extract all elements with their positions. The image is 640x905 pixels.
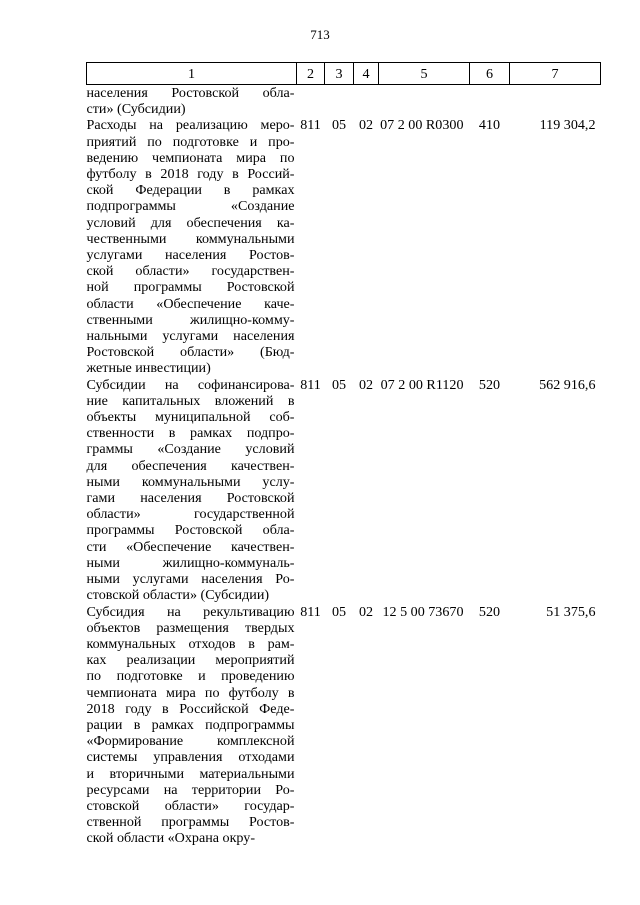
description-line: области» государственной: [86, 506, 295, 523]
expense-type-code: 520: [478, 603, 501, 620]
row-description: [87, 604, 297, 847]
expense-type-code: 410: [478, 117, 501, 134]
description-line: Ростовской области» (Бюд-: [86, 344, 295, 361]
section-code: 05: [331, 376, 347, 393]
section-code: [325, 85, 354, 118]
description-line: области «Обеспечение каче-: [86, 295, 295, 312]
column-header-1: 1: [87, 63, 297, 85]
description-line: условий для обеспечения ка-: [86, 214, 295, 231]
expense-type-code: 520: [478, 376, 501, 393]
target-article-code: [379, 85, 470, 118]
description-line: сти «Обеспечение качествен-: [86, 538, 295, 555]
column-header-4: 4: [354, 63, 379, 85]
amount-value: [510, 85, 601, 118]
description-line: стовской области» государ-: [86, 797, 295, 814]
description-line: ными жилищно-коммуналь-: [86, 554, 295, 571]
target-article-code: 12 5 00 73670: [382, 603, 464, 620]
description-line: коммунальных отходов в рам-: [86, 635, 295, 652]
column-number-header-row: [87, 63, 601, 85]
column-header-5: 5: [379, 63, 470, 85]
description-line: ными коммунальными услу-: [86, 473, 295, 490]
amount-value: 119 304,2: [539, 117, 596, 134]
description-line: приятий по подготовке и про-: [86, 133, 295, 150]
column-header-2: 2: [297, 63, 325, 85]
description-line: ведению чемпионата мира по: [86, 149, 295, 166]
description-line: рации в рамках подпрограммы: [86, 716, 295, 733]
subsection-code: 02: [358, 603, 374, 620]
row-description: [87, 85, 297, 118]
ministry-code: 811: [300, 117, 321, 134]
description-line: ственными жилищно-комму-: [86, 311, 295, 328]
description-line: услугами населения Ростов-: [86, 247, 295, 264]
description-line: ными услугами населения Ро-: [86, 571, 295, 588]
description-line: объектов размещения твердых: [86, 619, 295, 636]
table-row: [87, 604, 601, 847]
row-description: [87, 117, 297, 376]
description-line: для обеспечения качествен-: [86, 457, 295, 474]
description-line: программы Ростовской обла-: [86, 522, 295, 539]
ministry-code: [297, 85, 325, 118]
description-line: ской Федерации в рамках: [86, 182, 295, 199]
description-line: стовской области» (Субсидии): [86, 587, 270, 604]
description-line: и вторичными материальными: [86, 765, 295, 782]
description-line: подпрограммы «Создание: [86, 198, 295, 215]
ministry-code: 811: [300, 603, 321, 620]
description-line: ственной программы Ростов-: [86, 814, 295, 831]
description-line: «Формирование комплексной: [86, 733, 295, 750]
description-line: системы управления отходами: [86, 749, 295, 766]
description-line: ской области» государствен-: [86, 263, 295, 280]
subsection-code: 02: [358, 117, 374, 134]
subsection-code: [354, 85, 379, 118]
description-line: ние капитальных вложений в: [86, 392, 295, 409]
description-line: футболу в 2018 году в Россий-: [86, 166, 295, 183]
description-line: сти» (Субсидии): [86, 101, 186, 118]
page-number: 713: [310, 27, 330, 42]
target-article-code: 07 2 00 R0300: [380, 117, 464, 134]
table-body: [87, 85, 601, 847]
table-row: [87, 85, 601, 118]
expense-type-code: [470, 85, 510, 118]
description-line: гами населения Ростовской: [86, 490, 295, 507]
ministry-code: 811: [300, 376, 321, 393]
column-header-6: 6: [470, 63, 510, 85]
section-code: 05: [331, 603, 347, 620]
description-line: Субсидия на рекультивацию: [86, 603, 295, 620]
description-line: ной программы Ростовской: [86, 279, 295, 296]
description-line: по подготовке и проведению: [86, 668, 295, 685]
table-row: [87, 377, 601, 604]
description-line: жетные инвестиции): [86, 360, 211, 377]
table-row: [87, 117, 601, 376]
amount-value: 562 916,6: [539, 376, 596, 393]
description-line: Расходы на реализацию меро-: [86, 117, 295, 134]
description-line: ской области «Охрана окру-: [86, 830, 256, 847]
description-line: Субсидии на софинансирова-: [86, 376, 295, 393]
description-line: 2018 году в Российской Феде-: [86, 700, 295, 717]
budget-table: [86, 62, 601, 847]
subsection-code: 02: [358, 376, 374, 393]
column-header-3: 3: [325, 63, 354, 85]
amount-value: 51 375,6: [546, 603, 596, 620]
description-line: чемпионата мира по футболу в: [86, 684, 295, 701]
description-line: объекты муниципальной соб-: [86, 409, 295, 426]
target-article-code: 07 2 00 R1120: [380, 376, 464, 393]
description-line: населения Ростовской обла-: [86, 85, 295, 101]
column-header-7: 7: [510, 63, 601, 85]
description-line: ках реализации мероприятий: [86, 652, 295, 669]
section-code: 05: [331, 117, 347, 134]
row-description: [87, 377, 297, 604]
description-line: граммы «Создание условий: [86, 441, 295, 458]
description-line: чественными коммунальными: [86, 230, 295, 247]
description-line: ственности в рамках подпро-: [86, 425, 295, 442]
description-line: ресурсами на территории Ро-: [86, 781, 295, 798]
description-line: нальными услугами населения: [86, 328, 295, 345]
